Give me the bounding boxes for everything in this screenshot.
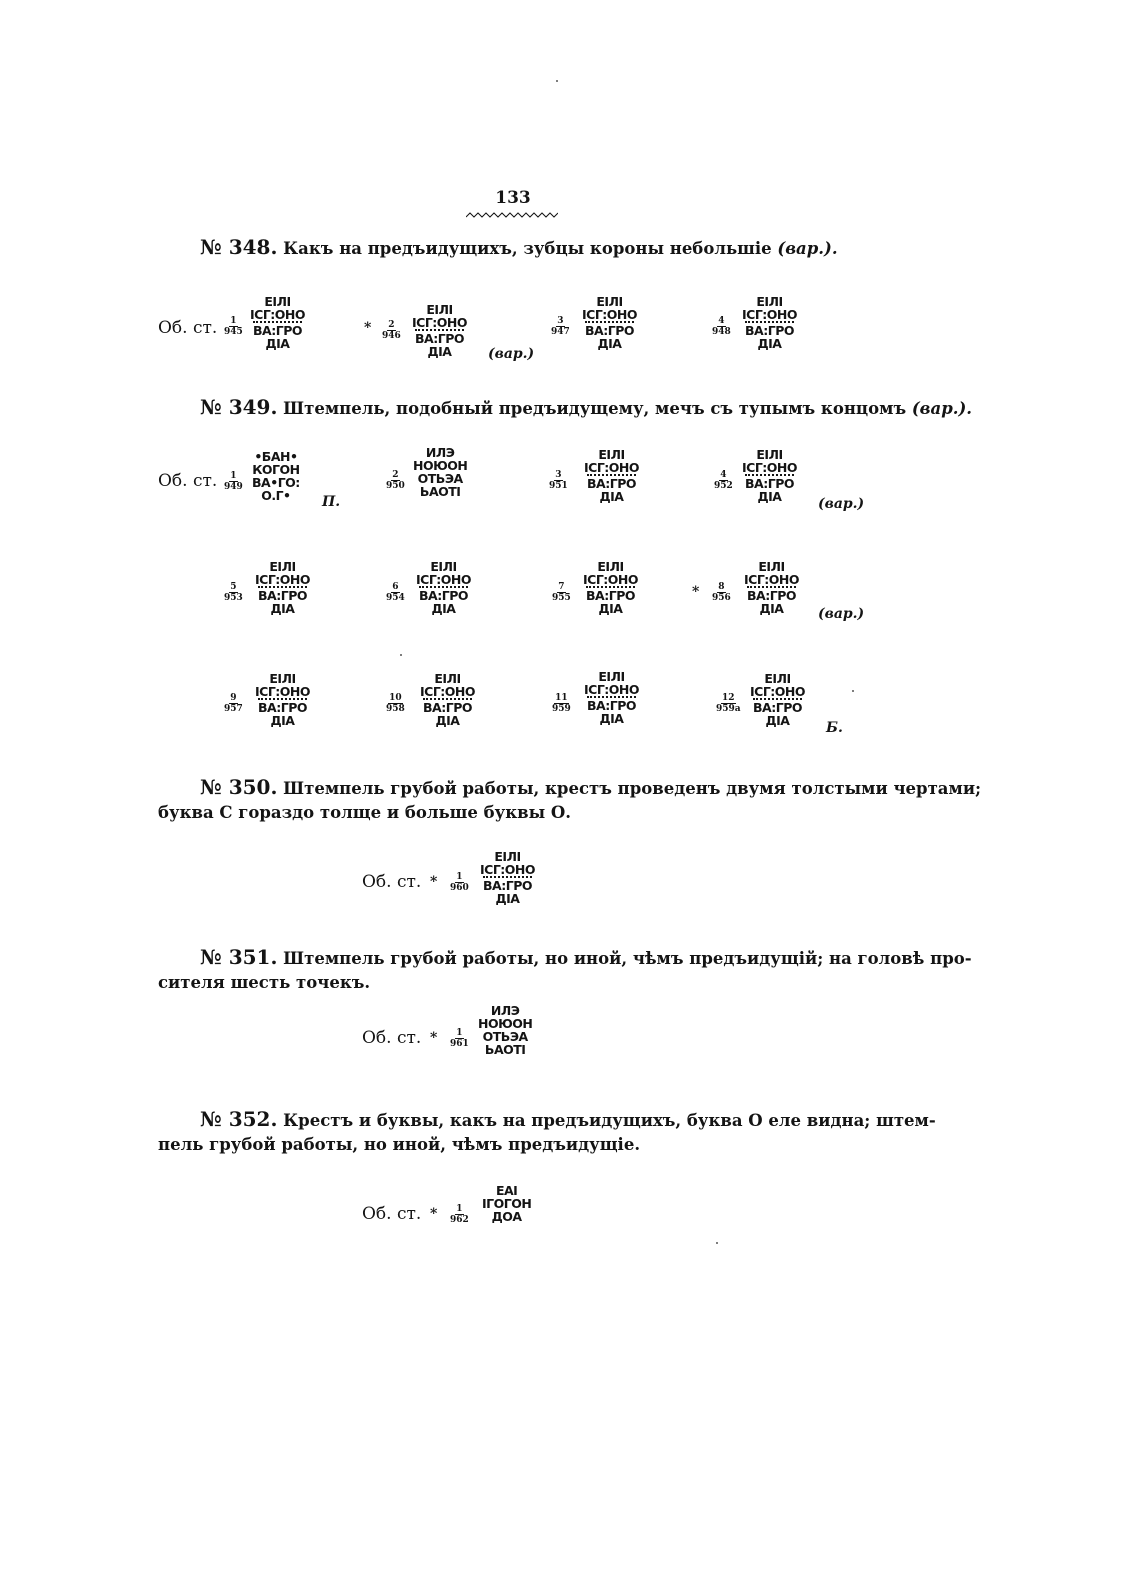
star-mark: *: [364, 320, 372, 336]
print-speck: [400, 654, 402, 656]
variant-tag: (вар.).: [911, 399, 973, 418]
ob-st-label: Об. ст.: [362, 1204, 422, 1224]
entry-text: Какъ на предъидущихъ, зубцы короны небольшіе: [283, 239, 772, 258]
entry-number: № 352.: [200, 1107, 278, 1131]
ob-st-label: Об. ст.: [362, 1028, 422, 1048]
star-mark: *: [692, 584, 700, 600]
coin-legend-948: ЕІЛІ ІСГ:ОНО ВА:ГРО ДІА: [742, 294, 798, 351]
coin-legend-959a: ЕІЛІ ІСГ:ОНО ВА:ГРО ДІА: [750, 671, 806, 728]
coin-legend-957: ЕІЛІ ІСГ:ОНО ВА:ГРО ДІА: [255, 671, 311, 728]
entry-352-line2: пель грубой работы, но иной, чѣмъ предъидущіе.: [158, 1135, 641, 1154]
fraction-962: $\frac{1}{962}$: [450, 1204, 469, 1225]
coin-legend-946: ЕІЛІ ІСГ:ОНО ВА:ГРО ДІА: [412, 302, 468, 359]
coin-legend-945: ЕІЛІ ІСГ:ОНО ВА:ГРО ДІА: [250, 294, 306, 351]
coin-legend-959: ЕІЛІ ІСГ:ОНО ВА:ГРО ДІА: [584, 669, 640, 726]
print-speck: [716, 1242, 718, 1244]
fraction-957: $\frac{9}{957}$: [224, 693, 243, 714]
coin-legend-953: ЕІЛІ ІСГ:ОНО ВА:ГРО ДІА: [255, 559, 311, 616]
entry-text: Штемпель, подобный предъидущему, мечъ съ тупымъ концомъ: [283, 399, 907, 418]
coin-legend-961: ИЛЭ НОЮОН ОТЬЭА ЬАОТІ: [478, 1003, 533, 1057]
ob-st-label: Об. ст.: [362, 872, 422, 892]
fraction-946: $\frac{2}{946}$: [382, 320, 401, 341]
fraction-961: $\frac{1}{961}$: [450, 1028, 469, 1049]
mark-p: П.: [322, 494, 341, 510]
entry-number: № 351.: [200, 945, 278, 969]
fraction-955: $\frac{7}{955}$: [552, 582, 571, 603]
star-mark: *: [430, 1206, 438, 1222]
fraction-949: $\frac{1}{949}$: [224, 471, 243, 492]
entry-number: № 349.: [200, 395, 278, 419]
fraction-945: $\frac{1}{945}$: [224, 316, 243, 337]
print-speck: [852, 690, 854, 692]
print-speck: [556, 80, 558, 82]
coin-legend-954: ЕІЛІ ІСГ:ОНО ВА:ГРО ДІА: [416, 559, 472, 616]
fraction-953: $\frac{5}{953}$: [224, 582, 243, 603]
fraction-951: $\frac{3}{951}$: [549, 470, 568, 491]
coin-legend-950: ИЛЭ НОЮОН ОТЬЭА ЬАОТІ: [413, 445, 468, 499]
fraction-956: $\frac{8}{956}$: [712, 582, 731, 603]
fraction-958: $\frac{10}{958}$: [386, 693, 405, 714]
coin-legend-960: ЕІЛІ ІСГ:ОНО ВА:ГРО ДІА: [480, 849, 536, 906]
entry-348-heading: [200, 232, 838, 264]
entry-number: № 350.: [200, 775, 278, 799]
entry-number: № 348.: [200, 235, 278, 259]
entry-349-heading: [200, 392, 972, 424]
coin-legend-958: ЕІЛІ ІСГ:ОНО ВА:ГРО ДІА: [420, 671, 476, 728]
entry-351-line2: сителя шесть точекъ.: [158, 973, 371, 992]
ob-st-label: Об. ст.: [158, 318, 218, 338]
page-number: 133: [495, 188, 531, 208]
star-mark: *: [430, 874, 438, 890]
coin-legend-962: ЕАІ ІГОГОН ДОА: [482, 1183, 532, 1224]
variant-tag: (вар.): [818, 606, 865, 622]
entry-text: Штемпель грубой работы, но иной, чѣмъ предъидущій; на головѣ про-: [283, 949, 972, 968]
fraction-947: $\frac{3}{947}$: [551, 316, 570, 337]
star-mark: *: [430, 1030, 438, 1046]
fraction-948: $\frac{4}{948}$: [712, 316, 731, 337]
variant-tag: (вар.): [488, 346, 535, 362]
fraction-959a: $\frac{12}{959a}$: [716, 693, 741, 714]
mark-b: Б.: [826, 720, 843, 736]
coin-legend-952: ЕІЛІ ІСГ:ОНО ВА:ГРО ДІА: [742, 447, 798, 504]
variant-tag: (вар.): [818, 496, 865, 512]
coin-legend-955: ЕІЛІ ІСГ:ОНО ВА:ГРО ДІА: [583, 559, 639, 616]
page-number-underline: [466, 212, 558, 218]
entry-350-line2: буква С гораздо толще и больше буквы О.: [158, 803, 571, 822]
coin-legend-951: ЕІЛІ ІСГ:ОНО ВА:ГРО ДІА: [584, 447, 640, 504]
coin-legend-949: •БАН• КОГОН ВА•ГО: О.Г•: [252, 449, 300, 503]
fraction-952: $\frac{4}{952}$: [714, 470, 733, 491]
ob-st-label: Об. ст.: [158, 471, 218, 491]
fraction-960: $\frac{1}{960}$: [450, 872, 469, 893]
fraction-954: $\frac{6}{954}$: [386, 582, 405, 603]
fraction-959: $\frac{11}{959}$: [552, 693, 571, 714]
entry-text: Штемпель грубой работы, крестъ проведенъ двумя толстыми чертами;: [283, 779, 982, 798]
coin-legend-956: ЕІЛІ ІСГ:ОНО ВА:ГРО ДІА: [744, 559, 800, 616]
entry-text: Крестъ и буквы, какъ на предъидущихъ, буква О еле видна; штем-: [283, 1111, 936, 1130]
coin-legend-947: ЕІЛІ ІСГ:ОНО ВА:ГРО ДІА: [582, 294, 638, 351]
variant-tag: (вар.).: [777, 239, 838, 258]
fraction-950: $\frac{2}{950}$: [386, 470, 405, 491]
